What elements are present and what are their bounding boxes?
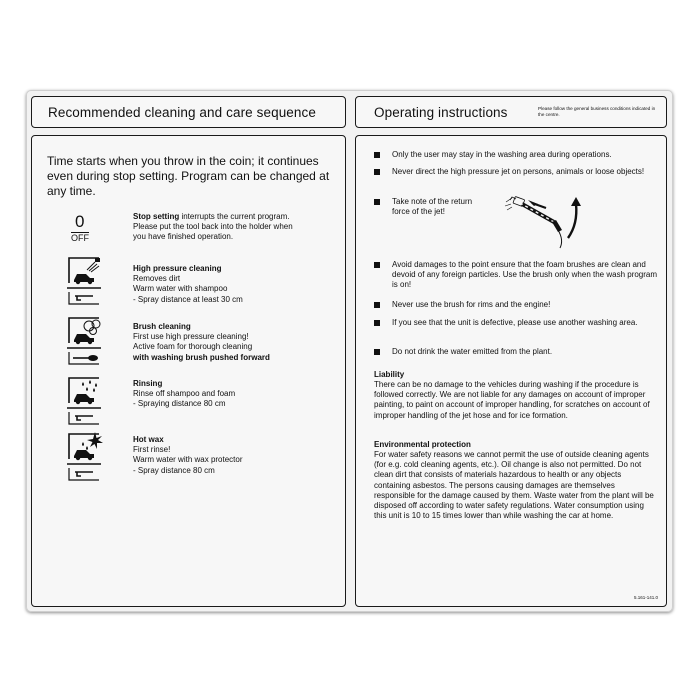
environmental-text: For water safety reasons we cannot permit the use of outside cleaning agents (for e.g. cold cleaning agents, etc.). Oil change is also not permitted. Do not clean dirt that consists of materials hazardous to health or any objects containing asbestos. The persons causing damages are themselves responsible for the damage caused by them. Waste water from the plant will be disposed off according to water safety regulations. Water consumption using this unit is 10 to 15 times lower than while washing the car at home. [374,450,654,521]
step-line: - Spraying distance 80 cm [133,399,226,409]
liability-text: There can be no damage to the vehicles during washing if the procedure is followed correctly. We are not liable for any damages on account of improper painting, to paint on account of improper handling, for scratches on account of improper handling of the jet hose and for ice formation. [374,380,650,420]
header-note: Please follow the general business conditions indicated in the centre. [538,106,656,117]
bullet-text: If you see that the unit is defective, please use another washing area. [392,318,638,327]
step-title: Rinsing [133,379,163,388]
step-line: Please put the tool back into the holder when [133,222,293,232]
step-line: - Spray distance at least 30 cm [133,294,243,304]
rinsing-icon [65,374,105,428]
intro-text: Time starts when you throw in the coin; it continues even during stop setting. Program can be changed at any time. [47,154,330,198]
left-header-title: Recommended cleaning and care sequence [48,105,316,120]
right-header-title: Operating instructions [374,105,508,120]
step-line: you have finished operation. [133,232,234,242]
step-line: First rinse! [133,445,171,455]
step-title: Hot wax [133,435,164,444]
step-line: Removes dirt [133,274,181,284]
step-high-pressure [133,264,338,305]
operating-instructions-panel [355,135,667,607]
bullet-square-icon [374,152,380,158]
product-code: 5.161-141.0 [633,595,658,600]
off-label: OFF [71,233,89,243]
off-zero-glyph: 0 [75,212,85,231]
bullet-text: Never use the brush for rims and the engine! [392,300,551,309]
bullet-square-icon [374,199,380,205]
jet-return-force-icon [502,192,590,250]
step-line: First use high pressure cleaning! [133,332,249,342]
bullet-square-icon [374,262,380,268]
bullet-text: Avoid damages to the point ensure that the foam brushes are clean and devoid of any foreign particles. Use the brush only when the wash program is on! [392,260,658,290]
step-title: Brush cleaning [133,322,191,331]
step-hot-wax [133,435,338,476]
step-rinsing [133,379,338,410]
step-line: interrupts the current program. [181,212,290,221]
step-line: Active foam for thorough cleaning [133,342,253,352]
high-pressure-icon [65,254,105,308]
bullet-text: Take note of the return force of the jet! [392,197,473,217]
bullet-text: Do not drink the water emitted from the plant. [392,347,553,356]
bullet-square-icon [374,169,380,175]
hot-wax-icon [65,430,105,484]
environmental-title: Environmental protection [374,440,471,449]
bullet-text: Only the user may stay in the washing area during operations. [392,150,612,159]
step-brush [133,322,338,363]
step-title: High pressure cleaning [133,264,222,273]
step-line: - Spray distance 80 cm [133,465,215,475]
instruction-sign [26,90,673,612]
bullet-text: Never direct the high pressure jet on persons, animals or loose objects! [392,167,645,176]
step-line: Warm water with shampoo [133,284,228,294]
step-bold-line: with washing brush pushed forward [133,352,270,362]
step-title: Stop setting [133,212,180,221]
step-stop-setting [133,212,338,243]
step-line: Warm water with wax protector [133,455,243,465]
bullet-square-icon [374,320,380,326]
right-header [355,96,667,128]
bullet-square-icon [374,302,380,308]
liability-title: Liability [374,370,405,379]
step-line: Rinse off shampoo and foam [133,389,236,399]
brush-icon [65,314,105,368]
cleaning-sequence-panel [31,135,346,607]
bullet-square-icon [374,349,380,355]
left-header [31,96,346,128]
